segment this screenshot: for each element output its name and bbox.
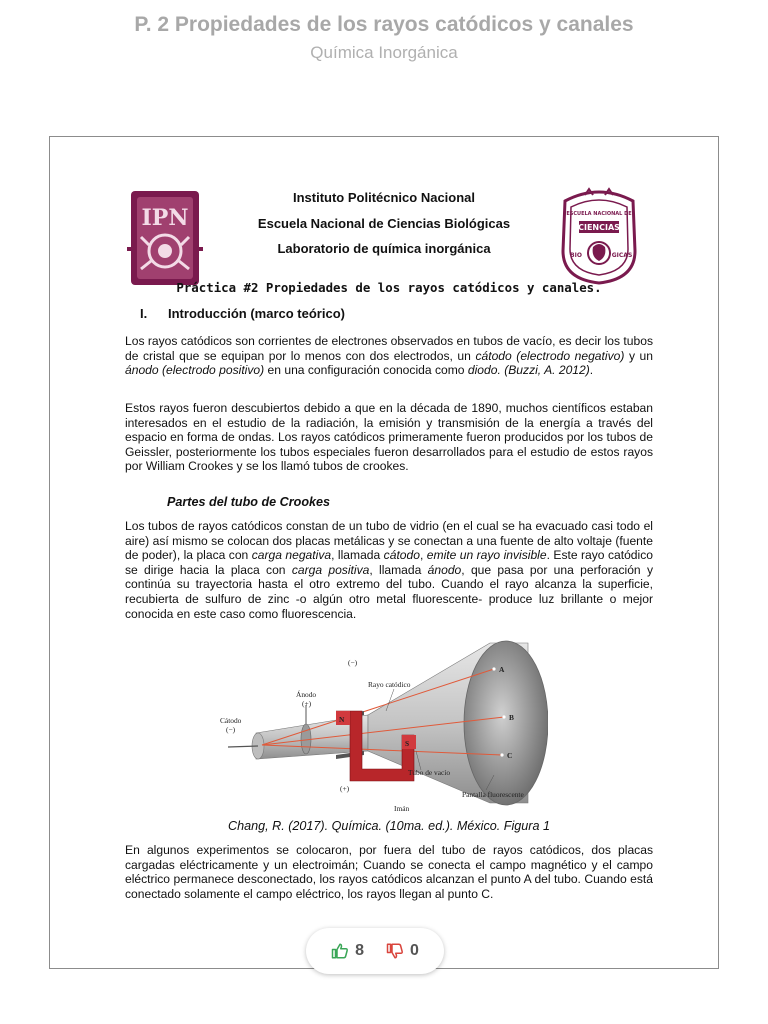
svg-text:GICAS: GICAS xyxy=(611,252,633,259)
like-button[interactable] xyxy=(331,942,364,960)
intro-paragraph: Los rayos catódicos son corrientes de electrones observados en tubos de vacío, es decir los tubos de cristal que se equipan por lo menos con dos electrodos, un cátodo (electrodo negativo) y un ánodo (electrodo positivo) en una configuración conocida como diodo. (Buzzi, A. 2012). xyxy=(125,334,653,378)
school-name: Escuela Nacional de Ciencias Biológicas xyxy=(257,215,511,231)
svg-text:(−): (−) xyxy=(226,725,236,734)
crookes-subheading: Partes del tubo de Crookes xyxy=(167,495,331,509)
institution-block xyxy=(230,185,538,262)
svg-text:Ánodo: Ánodo xyxy=(296,690,317,699)
ipn-logo-icon xyxy=(125,189,205,289)
svg-text:(+): (+) xyxy=(340,784,350,793)
svg-text:B: B xyxy=(509,713,514,722)
svg-text:Imán: Imán xyxy=(394,804,410,813)
encb-seal-icon xyxy=(555,187,643,285)
svg-text:BIO: BIO xyxy=(570,252,582,259)
figure-caption: Chang, R. (2017). Química. (10ma. ed.). México. Figura 1 xyxy=(228,819,550,833)
svg-text:Rayo catódico: Rayo catódico xyxy=(368,680,411,689)
svg-text:ESCUELA NACIONAL DE: ESCUELA NACIONAL DE xyxy=(566,211,632,217)
document-page xyxy=(49,136,719,969)
institution-name: Instituto Politécnico Nacional xyxy=(292,190,476,205)
section-title: Introducción (marco teórico) xyxy=(168,306,345,321)
svg-text:(−): (−) xyxy=(348,658,358,667)
lab-name: Laboratorio de química inorgánica xyxy=(277,241,491,256)
svg-text:Tubo de vacío: Tubo de vacío xyxy=(408,768,451,777)
document-title: P. 2 Propiedades de los rayos catódicos y canales xyxy=(134,13,634,36)
svg-text:N: N xyxy=(339,715,345,724)
svg-text:C: C xyxy=(507,751,513,760)
like-count: 8 xyxy=(355,942,364,959)
history-paragraph: Estos rayos fueron descubiertos debido a que en la década de 1890, muchos científicos estaban interesados en el estudio de la radiación, la emisión y transmisión de la energía a través del espacio en forma de ondas. Los rayos catódicos primeramente fueron producidos por los tubos de Geissler, posteriormente los tubos especiales fueron desarrollados para el estudio de estos rayos por William Crookes y se los llamó tubos de crookes. xyxy=(125,401,653,474)
section-number: I. xyxy=(140,306,148,321)
dislike-button[interactable] xyxy=(386,942,419,960)
vote-bar xyxy=(306,928,444,974)
thumbs-up-icon xyxy=(331,942,349,960)
crookes-tube-figure xyxy=(218,635,548,813)
document-header xyxy=(0,10,768,66)
section-heading xyxy=(140,306,345,321)
thumbs-down-icon xyxy=(386,942,404,960)
svg-text:IPN: IPN xyxy=(141,205,189,231)
experiment-paragraph: En algunos experimentos se colocaron, por fuera del tubo de rayos catódicos, dos placas cargadas eléctricamente y un electroimán; Cuando se conecta el campo magnético y el campo eléctrico permanece desconectado, los rayos catódicos alcanzan el punto A del tubo. Cuando está conectado solamente el campo eléctrico, los rayos llegan al punto C. xyxy=(125,843,653,901)
document-subtitle: Química Inorgánica xyxy=(310,43,458,62)
svg-text:Pantalla fluorescente: Pantalla fluorescente xyxy=(462,790,524,799)
svg-text:Cátodo: Cátodo xyxy=(220,716,242,725)
svg-text:A: A xyxy=(499,665,505,674)
crookes-paragraph: Los tubos de rayos catódicos constan de un tubo de vidrio (en el cual se ha evacuado casi todo el aire) así mismo se colocan dos placas metálicas y se conectan a una fuente de alto voltaje (fuente de poder), la placa con carga negativa, llamada cátodo, emite un rayo invisible. Este rayo catódico se dirige hacia la placa con carga positiva, llamada ánodo, que pasa por una perforación y continúa su trayectoria hasta el otro extremo del tubo. Cuando el rayo alcanza la superficie, recubierta de sulfuro de zinc -o algún otro metal fluorescente- produce luz brillante o mejor conocida en este caso como fluorescencia. xyxy=(125,519,653,621)
practice-title: Práctica #2 Propiedades de los rayos catódicos y canales. xyxy=(176,280,602,295)
svg-text:CIENCIAS: CIENCIAS xyxy=(578,223,620,232)
svg-text:S: S xyxy=(405,739,410,748)
svg-text:(+): (+) xyxy=(302,699,312,708)
dislike-count: 0 xyxy=(410,942,419,959)
